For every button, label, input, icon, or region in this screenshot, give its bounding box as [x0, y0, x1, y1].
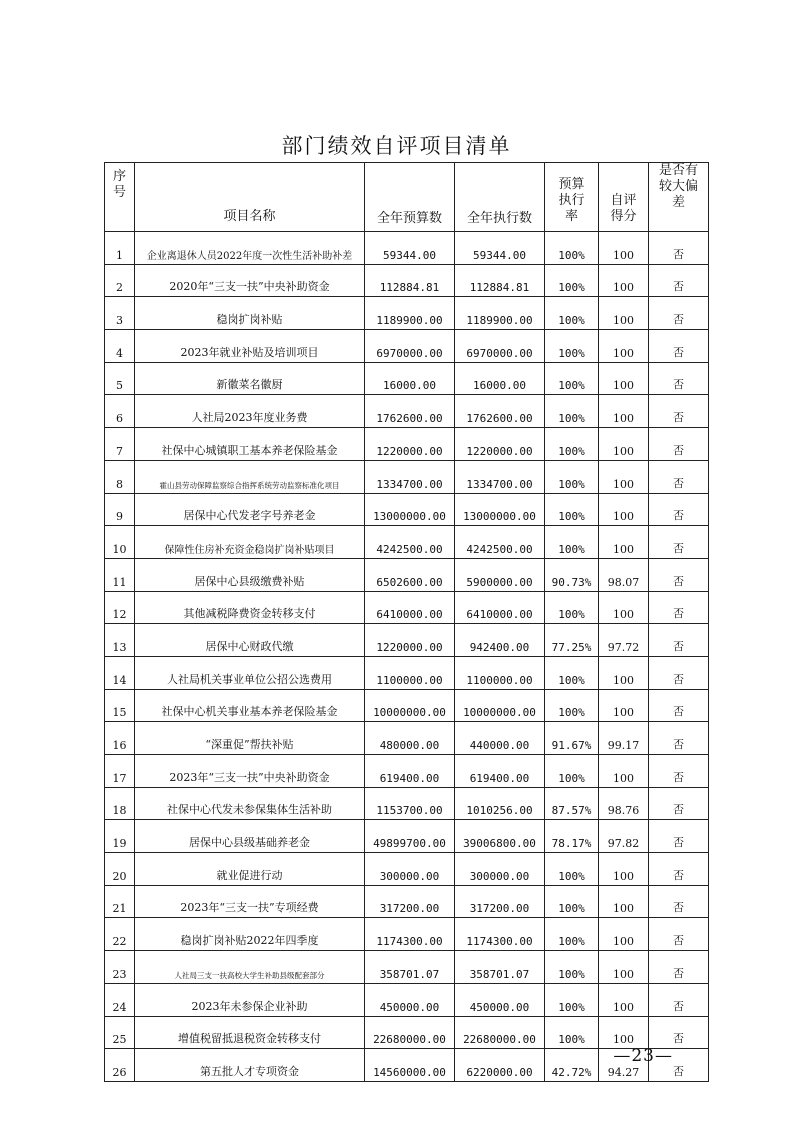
- row-deviation: 否: [649, 493, 709, 526]
- row-executed: 1334700.00: [455, 460, 545, 493]
- header-name: 项目名称: [135, 163, 365, 232]
- row-seq: 15: [105, 689, 135, 722]
- row-project-name: 居保中心代发老字号养老金: [135, 493, 365, 526]
- row-budget: 14560000.00: [365, 1049, 455, 1082]
- row-project-name: 人社局2023年度业务费: [135, 395, 365, 428]
- table-row: [105, 591, 709, 624]
- row-deviation: 否: [649, 330, 709, 363]
- table-row: [105, 395, 709, 428]
- row-executed: 1174300.00: [455, 918, 545, 951]
- row-budget: 49899700.00: [365, 820, 455, 853]
- row-project-name: 稳岗扩岗补贴2022年四季度: [135, 918, 365, 951]
- row-budget: 16000.00: [365, 362, 455, 395]
- row-executed: 300000.00: [455, 853, 545, 886]
- row-rate: 91.67%: [545, 722, 599, 755]
- row-deviation: 否: [649, 362, 709, 395]
- row-budget: 10000000.00: [365, 689, 455, 722]
- row-score: 100: [599, 983, 649, 1016]
- row-score: 100: [599, 853, 649, 886]
- row-deviation: 否: [649, 787, 709, 820]
- row-project-name: 2020年“三支一扶”中央补助资金: [135, 264, 365, 297]
- row-rate: 100%: [545, 493, 599, 526]
- header-budget: 全年预算数: [365, 163, 455, 232]
- row-rate: 100%: [545, 330, 599, 363]
- header-executed: 全年执行数: [455, 163, 545, 232]
- table-row: [105, 755, 709, 788]
- row-executed: 619400.00: [455, 755, 545, 788]
- table-row: [105, 232, 709, 265]
- header-seq: 序 号: [105, 163, 135, 232]
- row-rate: 100%: [545, 885, 599, 918]
- table-row: [105, 460, 709, 493]
- header-deviation: 是否有 较大偏 差: [649, 163, 709, 232]
- row-budget: 6970000.00: [365, 330, 455, 363]
- row-seq: 8: [105, 460, 135, 493]
- row-seq: 7: [105, 428, 135, 461]
- row-project-name: 2023年“三支一扶”专项经费: [135, 885, 365, 918]
- table-row: [105, 1016, 709, 1049]
- row-seq: 12: [105, 591, 135, 624]
- row-rate: 100%: [545, 362, 599, 395]
- row-seq: 25: [105, 1016, 135, 1049]
- table-row: [105, 624, 709, 657]
- table-row: [105, 722, 709, 755]
- row-rate: 100%: [545, 460, 599, 493]
- row-rate: 90.73%: [545, 558, 599, 591]
- row-seq: 3: [105, 297, 135, 330]
- row-executed: 5900000.00: [455, 558, 545, 591]
- row-project-name: 居保中心县级缴费补贴: [135, 558, 365, 591]
- row-budget: 1220000.00: [365, 624, 455, 657]
- row-deviation: 否: [649, 624, 709, 657]
- row-executed: 16000.00: [455, 362, 545, 395]
- row-executed: 450000.00: [455, 983, 545, 1016]
- row-deviation: 否: [649, 755, 709, 788]
- table-row: [105, 656, 709, 689]
- row-seq: 18: [105, 787, 135, 820]
- row-budget: 22680000.00: [365, 1016, 455, 1049]
- row-rate: 100%: [545, 951, 599, 984]
- row-budget: 300000.00: [365, 853, 455, 886]
- row-rate: 100%: [545, 264, 599, 297]
- row-score: 97.82: [599, 820, 649, 853]
- row-score: 100: [599, 297, 649, 330]
- row-project-name: 保障性住房补充资金稳岗扩岗补贴项目: [135, 526, 365, 559]
- row-seq: 6: [105, 395, 135, 428]
- row-deviation: 否: [649, 460, 709, 493]
- row-seq: 19: [105, 820, 135, 853]
- row-rate: 100%: [545, 656, 599, 689]
- row-rate: 100%: [545, 983, 599, 1016]
- row-score: 100: [599, 689, 649, 722]
- row-rate: 100%: [545, 755, 599, 788]
- row-rate: 100%: [545, 689, 599, 722]
- row-deviation: 否: [649, 820, 709, 853]
- row-deviation: 否: [649, 264, 709, 297]
- row-seq: 1: [105, 232, 135, 265]
- row-score: 100: [599, 460, 649, 493]
- row-deviation: 否: [649, 951, 709, 984]
- header-rate: 预算 执行 率: [545, 163, 599, 232]
- row-score: 100: [599, 885, 649, 918]
- row-project-name: “深重促”帮扶补贴: [135, 722, 365, 755]
- row-budget: 112884.81: [365, 264, 455, 297]
- row-seq: 24: [105, 983, 135, 1016]
- row-rate: 100%: [545, 232, 599, 265]
- row-executed: 1220000.00: [455, 428, 545, 461]
- row-project-name: 人社局三支一扶高校大学生补助县级配套部分: [135, 951, 365, 984]
- row-budget: 1189900.00: [365, 297, 455, 330]
- table-row: [105, 264, 709, 297]
- row-deviation: 否: [649, 591, 709, 624]
- row-budget: 1100000.00: [365, 656, 455, 689]
- table-row: [105, 918, 709, 951]
- row-executed: 39006800.00: [455, 820, 545, 853]
- row-executed: 440000.00: [455, 722, 545, 755]
- row-deviation: 否: [649, 918, 709, 951]
- row-project-name: 其他减税降费资金转移支付: [135, 591, 365, 624]
- row-rate: 100%: [545, 526, 599, 559]
- row-project-name: 社保中心机关事业基本养老保险基金: [135, 689, 365, 722]
- row-score: 100: [599, 951, 649, 984]
- row-budget: 6410000.00: [365, 591, 455, 624]
- row-rate: 78.17%: [545, 820, 599, 853]
- row-executed: 358701.07: [455, 951, 545, 984]
- row-budget: 6502600.00: [365, 558, 455, 591]
- row-budget: 480000.00: [365, 722, 455, 755]
- performance-table: [104, 162, 709, 1082]
- row-executed: 1189900.00: [455, 297, 545, 330]
- table-row: [105, 951, 709, 984]
- row-budget: 1762600.00: [365, 395, 455, 428]
- row-project-name: 霍山县劳动保障监察综合指挥系统劳动监察标准化项目: [135, 460, 365, 493]
- row-score: 94.27: [599, 1049, 649, 1082]
- row-deviation: 否: [649, 558, 709, 591]
- row-seq: 4: [105, 330, 135, 363]
- row-budget: 358701.07: [365, 951, 455, 984]
- row-deviation: 否: [649, 983, 709, 1016]
- row-seq: 21: [105, 885, 135, 918]
- row-seq: 5: [105, 362, 135, 395]
- row-score: 100: [599, 656, 649, 689]
- row-score: 97.72: [599, 624, 649, 657]
- row-score: 98.76: [599, 787, 649, 820]
- row-rate: 42.72%: [545, 1049, 599, 1082]
- row-project-name: 2023年“三支一扶”中央补助资金: [135, 755, 365, 788]
- row-seq: 10: [105, 526, 135, 559]
- row-score: 100: [599, 264, 649, 297]
- row-budget: 4242500.00: [365, 526, 455, 559]
- row-budget: 13000000.00: [365, 493, 455, 526]
- table-row: [105, 330, 709, 363]
- row-deviation: 否: [649, 395, 709, 428]
- row-score: 100: [599, 428, 649, 461]
- row-budget: 317200.00: [365, 885, 455, 918]
- row-budget: 619400.00: [365, 755, 455, 788]
- row-executed: 942400.00: [455, 624, 545, 657]
- row-project-name: 增值税留抵退税资金转移支付: [135, 1016, 365, 1049]
- row-deviation: 否: [649, 656, 709, 689]
- table-row: [105, 983, 709, 1016]
- row-seq: 2: [105, 264, 135, 297]
- row-deviation: 否: [649, 428, 709, 461]
- row-project-name: 人社局机关事业单位公招公选费用: [135, 656, 365, 689]
- table-row: [105, 297, 709, 330]
- row-project-name: 社保中心代发未参保集体生活补助: [135, 787, 365, 820]
- row-score: 100: [599, 395, 649, 428]
- row-rate: 100%: [545, 395, 599, 428]
- table-row: [105, 526, 709, 559]
- header-score: 自评 得分: [599, 163, 649, 232]
- row-score: 99.17: [599, 722, 649, 755]
- row-executed: 59344.00: [455, 232, 545, 265]
- row-project-name: 第五批人才专项资金: [135, 1049, 365, 1082]
- row-deviation: 否: [649, 885, 709, 918]
- table-row: [105, 362, 709, 395]
- table-row: [105, 885, 709, 918]
- row-seq: 26: [105, 1049, 135, 1082]
- row-project-name: 企业离退休人员2022年度一次性生活补助补差: [135, 232, 365, 265]
- table-row: [105, 689, 709, 722]
- row-seq: 13: [105, 624, 135, 657]
- table-row: [105, 853, 709, 886]
- row-deviation: 否: [649, 297, 709, 330]
- row-score: 100: [599, 591, 649, 624]
- row-seq: 17: [105, 755, 135, 788]
- row-rate: 100%: [545, 297, 599, 330]
- row-project-name: 稳岗扩岗补贴: [135, 297, 365, 330]
- row-deviation: 否: [649, 689, 709, 722]
- row-executed: 6970000.00: [455, 330, 545, 363]
- row-seq: 16: [105, 722, 135, 755]
- row-executed: 317200.00: [455, 885, 545, 918]
- table-row: [105, 493, 709, 526]
- row-seq: 20: [105, 853, 135, 886]
- page-title: 部门绩效自评项目清单: [281, 134, 512, 158]
- row-deviation: 否: [649, 853, 709, 886]
- row-budget: 1153700.00: [365, 787, 455, 820]
- row-budget: 450000.00: [365, 983, 455, 1016]
- row-seq: 11: [105, 558, 135, 591]
- row-rate: 100%: [545, 591, 599, 624]
- row-rate: 100%: [545, 1016, 599, 1049]
- page-number: —23—: [613, 1046, 673, 1066]
- row-project-name: 2023年未参保企业补助: [135, 983, 365, 1016]
- row-deviation: 否: [649, 1049, 709, 1082]
- row-score: 100: [599, 755, 649, 788]
- row-project-name: 居保中心财政代缴: [135, 624, 365, 657]
- row-project-name: 就业促进行动: [135, 853, 365, 886]
- row-executed: 10000000.00: [455, 689, 545, 722]
- row-seq: 23: [105, 951, 135, 984]
- row-executed: 22680000.00: [455, 1016, 545, 1049]
- row-executed: 1100000.00: [455, 656, 545, 689]
- table-row: [105, 428, 709, 461]
- row-budget: 59344.00: [365, 232, 455, 265]
- row-budget: 1220000.00: [365, 428, 455, 461]
- row-score: 100: [599, 1016, 649, 1049]
- row-deviation: 否: [649, 722, 709, 755]
- row-score: 100: [599, 526, 649, 559]
- row-seq: 14: [105, 656, 135, 689]
- row-score: 98.07: [599, 558, 649, 591]
- row-executed: 13000000.00: [455, 493, 545, 526]
- row-executed: 6410000.00: [455, 591, 545, 624]
- row-score: 100: [599, 918, 649, 951]
- row-score: 100: [599, 330, 649, 363]
- row-score: 100: [599, 232, 649, 265]
- row-project-name: 2023年就业补贴及培训项目: [135, 330, 365, 363]
- row-deviation: 否: [649, 1016, 709, 1049]
- row-executed: 1762600.00: [455, 395, 545, 428]
- row-project-name: 社保中心城镇职工基本养老保险基金: [135, 428, 365, 461]
- row-executed: 112884.81: [455, 264, 545, 297]
- row-deviation: 否: [649, 526, 709, 559]
- row-project-name: 居保中心县级基础养老金: [135, 820, 365, 853]
- row-rate: 100%: [545, 918, 599, 951]
- row-project-name: 新徽菜名徽厨: [135, 362, 365, 395]
- table-row: [105, 787, 709, 820]
- row-executed: 1010256.00: [455, 787, 545, 820]
- row-rate: 100%: [545, 428, 599, 461]
- row-score: 100: [599, 362, 649, 395]
- row-budget: 1334700.00: [365, 460, 455, 493]
- row-executed: 6220000.00: [455, 1049, 545, 1082]
- row-rate: 100%: [545, 853, 599, 886]
- row-rate: 87.57%: [545, 787, 599, 820]
- header-row: [105, 163, 709, 232]
- row-seq: 22: [105, 918, 135, 951]
- table-row: [105, 558, 709, 591]
- row-rate: 77.25%: [545, 624, 599, 657]
- row-score: 100: [599, 493, 649, 526]
- row-budget: 1174300.00: [365, 918, 455, 951]
- row-executed: 4242500.00: [455, 526, 545, 559]
- row-seq: 9: [105, 493, 135, 526]
- table-row: [105, 820, 709, 853]
- row-deviation: 否: [649, 232, 709, 265]
